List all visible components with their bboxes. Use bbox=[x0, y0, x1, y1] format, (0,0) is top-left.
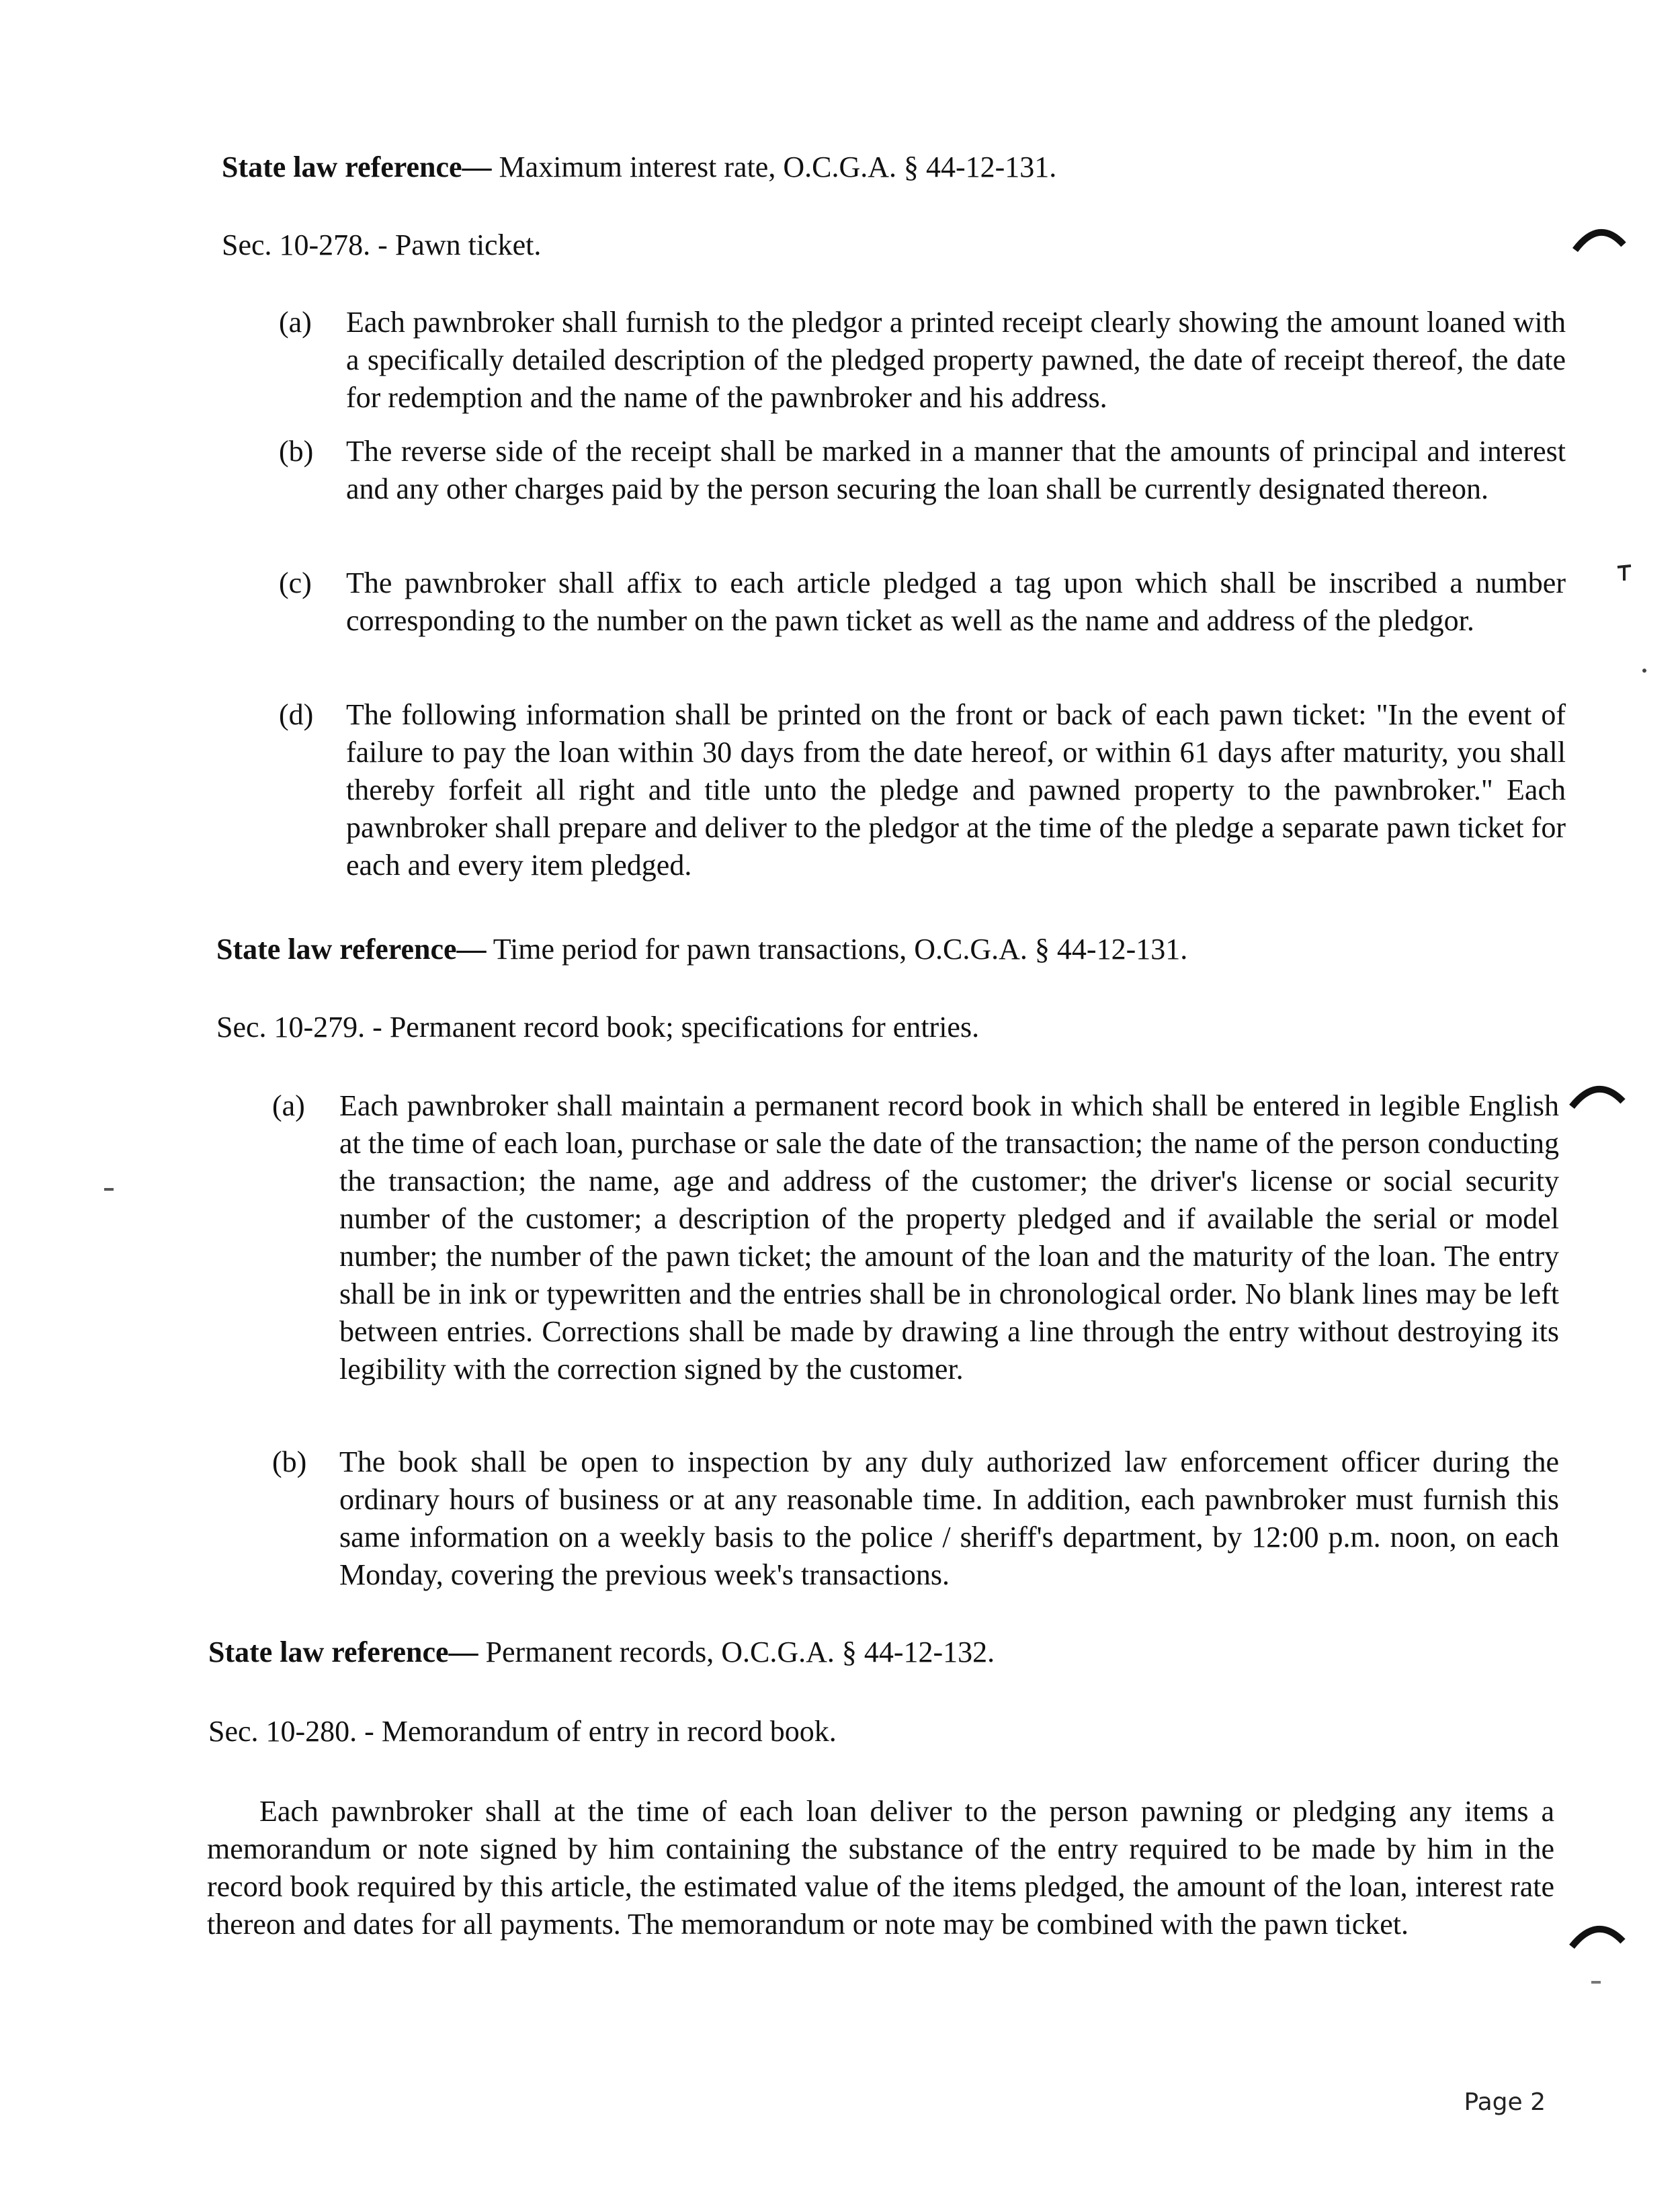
section-title: Sec. 10-280. - Memorandum of entry in record book. bbox=[208, 1715, 837, 1748]
item-text: Each pawnbroker shall furnish to the pledgor a printed receipt clearly showing the amount loaned with a specifically detailed description of the pledged property pawned, the date of receipt thereof, the date for redemption and the name of the pawnbroker and his address. bbox=[346, 306, 1566, 414]
item-label: (a) bbox=[272, 1089, 305, 1122]
item-label: (c) bbox=[279, 566, 312, 599]
reference-text: Permanent records, O.C.G.A. § 44-12-132. bbox=[478, 1636, 995, 1668]
reference-text: Maximum interest rate, O.C.G.A. § 44-12-131. bbox=[491, 151, 1057, 183]
state-law-reference bbox=[222, 149, 1056, 185]
section-title: Sec. 10-279. - Permanent record book; specifications for entries. bbox=[216, 1011, 980, 1044]
item-text: The pawnbroker shall affix to each article pledged a tag upon which shall be inscribed a number corresponding to the number on the pawn ticket as well as the name and address of the pledgor. bbox=[346, 566, 1566, 637]
scan-mark-icon bbox=[104, 1188, 114, 1192]
item-label: (d) bbox=[279, 698, 314, 731]
page-number: Page 2 bbox=[1464, 2088, 1546, 2116]
reference-label: State law reference— bbox=[222, 151, 492, 183]
state-law-reference bbox=[208, 1634, 995, 1670]
scan-mark-icon bbox=[1591, 1981, 1601, 1985]
section-title: Sec. 10-278. - Pawn ticket. bbox=[222, 228, 542, 261]
item-text: The reverse side of the receipt shall be marked in a manner that the amounts of principal and interest and any other charges paid by the person securing the loan shall be currently designated thereon. bbox=[346, 435, 1566, 505]
scan-mark-icon bbox=[1640, 665, 1649, 676]
reference-label: State law reference— bbox=[216, 933, 487, 966]
section-paragraph: Each pawnbroker shall at the time of each loan deliver to the person pawning or pledging any items a memorandum or note signed by him containing the substance of the entry required to be made by him in the record book required by this article, the estimated value of the items pledged, the amount of the loan, interest rate thereon and dates for all payments. The memorandum or note may be combined with the pawn ticket. bbox=[207, 1795, 1554, 1941]
item-label: (b) bbox=[272, 1445, 307, 1478]
scan-mark-icon bbox=[1616, 563, 1632, 583]
item-label: (b) bbox=[279, 435, 314, 468]
scan-mark-icon bbox=[1572, 222, 1626, 255]
item-text: The book shall be open to inspection by any duly authorized law enforcement officer during the ordinary hours of business or at any reasonable time. In addition, each pawnbroker must furnish this same information on a weekly basis to the police / sheriff's department, by 12:00 p.m. noon, on each Monday, covering the previous week's transactions. bbox=[339, 1445, 1559, 1591]
scan-mark-icon bbox=[1569, 1078, 1626, 1112]
state-law-reference bbox=[216, 931, 1187, 968]
item-text: Each pawnbroker shall maintain a permanent record book in which shall be entered in legible English at the time of each loan, purchase or sale the date of the transaction; the name of the person conducting the transaction; the name, age and address of the customer; the driver's license or social security number of the customer; a description of the property pledged and if available the serial or model number; the number of the pawn ticket; the amount of the loan and the maturity of the loan. The entry shall be in ink or typewritten and the entries shall be in chronological order. No blank lines may be left between entries. Corrections shall be made by drawing a line through the entry without destroying its legibility with the correction signed by the customer. bbox=[339, 1089, 1559, 1386]
reference-text: Time period for pawn transactions, O.C.G.A. § 44-12-131. bbox=[486, 933, 1188, 966]
item-text: The following information shall be printed on the front or back of each pawn ticket: "In the event of failure to pay the loan within 30 days from the date hereof, or within 61 days after maturity, you shall thereby forfeit all right and title unto the pledge and pawned property to the pawnbroker." Each pawnbroker shall prepare and deliver to the pledgor at the time of the pledge a separate pawn ticket for each and every item pledged. bbox=[346, 698, 1566, 882]
scan-mark-icon bbox=[1569, 1918, 1626, 1952]
item-label: (a) bbox=[279, 306, 312, 339]
reference-label: State law reference— bbox=[208, 1636, 478, 1668]
